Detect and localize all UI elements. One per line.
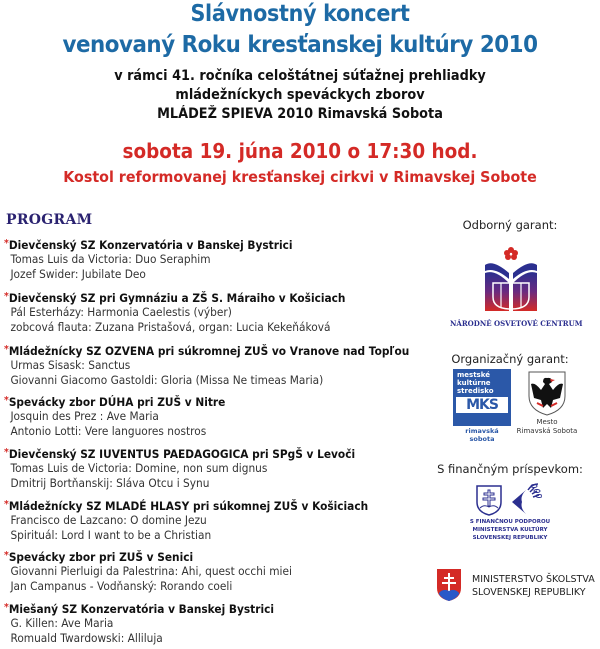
- choir-name: Dievčenský SZ IUVENTUS PAEDAGOGICA pri SPgŠ v Levoči: [8, 447, 356, 461]
- subtitle-line-1: v rámci 41. ročníka celoštátnej súťažnej prehliadky: [114, 68, 486, 84]
- bullet-star-icon: *: [4, 602, 9, 613]
- financial-support-label: S finančným príspevkom:: [437, 462, 583, 476]
- subtitle-line-3: MLÁDEŽ SPIEVA 2010 Rimavská Sobota: [157, 106, 443, 122]
- subtitle-line-2: mládežníckych speváckych zborov: [175, 87, 425, 103]
- piece: Antonio Lotti: Vere languores nostros: [10, 424, 207, 438]
- double-cross-shield-icon: [475, 484, 503, 516]
- bullet-star-icon: *: [4, 550, 9, 561]
- laurel-head-icon: [510, 482, 542, 516]
- piece: Dmitrij Bortňanskij: Sláva Otcu i Synu: [10, 476, 210, 490]
- piece: Jan Campanus - Vodňanský: Rorando coeli: [10, 579, 233, 593]
- event-venue: Kostol reformovanej kresťanskej cirkvi v Rimavskej Sobote: [63, 168, 537, 186]
- ministry-culture-emblem: [510, 482, 542, 516]
- choir-name: Mládežnícky SZ MLADÉ HLASY pri súkomnej ZUŠ v Košiciach: [8, 499, 369, 513]
- bullet-star-icon: *: [4, 447, 9, 458]
- piece: Romuald Twardowski: Alliluja: [10, 631, 163, 645]
- program-title: PROGRAM: [6, 212, 93, 228]
- slovak-coat-of-arms-outline: [475, 484, 503, 516]
- eagle-crest-icon: [527, 370, 567, 416]
- choir-name: Spevácky zbor pri ZUŠ v Senici: [8, 550, 194, 564]
- piece: Spirituál: Lord I want to be a Christian: [10, 528, 212, 542]
- bullet-star-icon: *: [4, 291, 9, 302]
- professional-guarantor-label: Odborný garant:: [462, 218, 558, 232]
- ministry-culture-line: S FINANČNOU PODPOROU: [469, 519, 551, 525]
- piece: Urmas Sisask: Sanctus: [10, 358, 131, 372]
- piece: zobcová flauta: Zuzana Pristašová, organ: Lucia Kekeňáková: [10, 320, 331, 334]
- title-line-2: venovaný Roku kresťanskej kultúry 2010: [62, 32, 538, 58]
- title-line-1: Slávnostný koncert: [190, 1, 410, 27]
- program-group: [4, 289, 424, 335]
- choir-name: Dievčenský SZ Konzervatória v Banskej Bystrici: [8, 238, 293, 252]
- bullet-star-icon: *: [4, 395, 9, 406]
- program-group: [4, 548, 424, 594]
- bullet-star-icon: *: [4, 344, 9, 355]
- program-group: [4, 445, 424, 491]
- city-caption-line-2: Rimavská Sobota: [516, 427, 578, 435]
- program-group: [4, 236, 424, 282]
- ministry-culture-line: MINISTERSTVA KULTÚRY: [472, 527, 548, 533]
- mks-line: kultúrne: [457, 379, 491, 387]
- choir-name: Spevácky zbor DÚHA pri ZUŠ v Nitre: [8, 395, 226, 409]
- piece: Giovanni Pierluigi da Palestrina: Ahi, quest occhi miei: [10, 564, 292, 578]
- piece: G. Killen: Ave Maria: [10, 616, 114, 630]
- bullet-star-icon: *: [4, 499, 9, 510]
- mks-line: mestské: [457, 371, 490, 379]
- mks-city: rimavská sobota: [465, 427, 499, 443]
- noc-caption: NÁRODNÉ OSVETOVÉ CENTRUM: [450, 319, 583, 328]
- program-group: [4, 600, 424, 646]
- piece: Tomas Luis de Victoria: Domine, non sum dignus: [10, 461, 268, 475]
- noc-emblem-icon: [483, 245, 539, 313]
- noc-logo: [483, 245, 539, 313]
- choir-name: Dievčenský SZ pri Gymnáziu a ZŠ S. Máraiho v Košiciach: [8, 291, 346, 305]
- slovak-shield-icon: [436, 568, 462, 602]
- piece: Tomas Luis da Victoria: Duo Seraphim: [10, 252, 211, 266]
- piece: Pál Esterházy: Harmonia Caelestis (výber): [10, 305, 232, 319]
- piece: Francisco de Lazcano: O domine Jezu: [10, 513, 207, 527]
- ministry-education-line-2: SLOVENSKEJ REPUBLIKY: [472, 587, 586, 598]
- organizer-label: Organizačný garant:: [451, 352, 569, 366]
- mks-line: stredisko: [457, 387, 494, 395]
- ministry-culture-line: SLOVENSKEJ REPUBLIKY: [472, 535, 548, 541]
- piece: Josquin des Prez : Ave Maria: [10, 409, 159, 423]
- piece: Jozef Swider: Jubilate Deo: [10, 267, 146, 281]
- city-caption-line-1: Mesto: [536, 418, 558, 426]
- bullet-star-icon: *: [4, 238, 9, 249]
- ministry-education-line-1: MINISTERSTVO ŠKOLSTVA: [472, 574, 595, 585]
- choir-name: Miešaný SZ Konzervatória v Banskej Bystrici: [8, 602, 274, 616]
- mks-logo-text: MKS: [456, 397, 508, 413]
- choir-name: Mládežnícky SZ OZVENA pri súkromnej ZUŠ vo Vranove nad Topľou: [8, 344, 410, 358]
- mks-logo: [453, 369, 511, 426]
- program-group: [4, 497, 424, 543]
- program-group: [4, 393, 424, 439]
- piece: Giovanni Giacomo Gastoldi: Gloria (Missa Ne timeas Maria): [10, 373, 324, 387]
- city-coat-of-arms: [527, 370, 567, 416]
- slovak-coat-of-arms: [436, 568, 462, 602]
- event-date: sobota 19. júna 2010 o 17:30 hod.: [122, 139, 478, 163]
- program-group: [4, 342, 424, 388]
